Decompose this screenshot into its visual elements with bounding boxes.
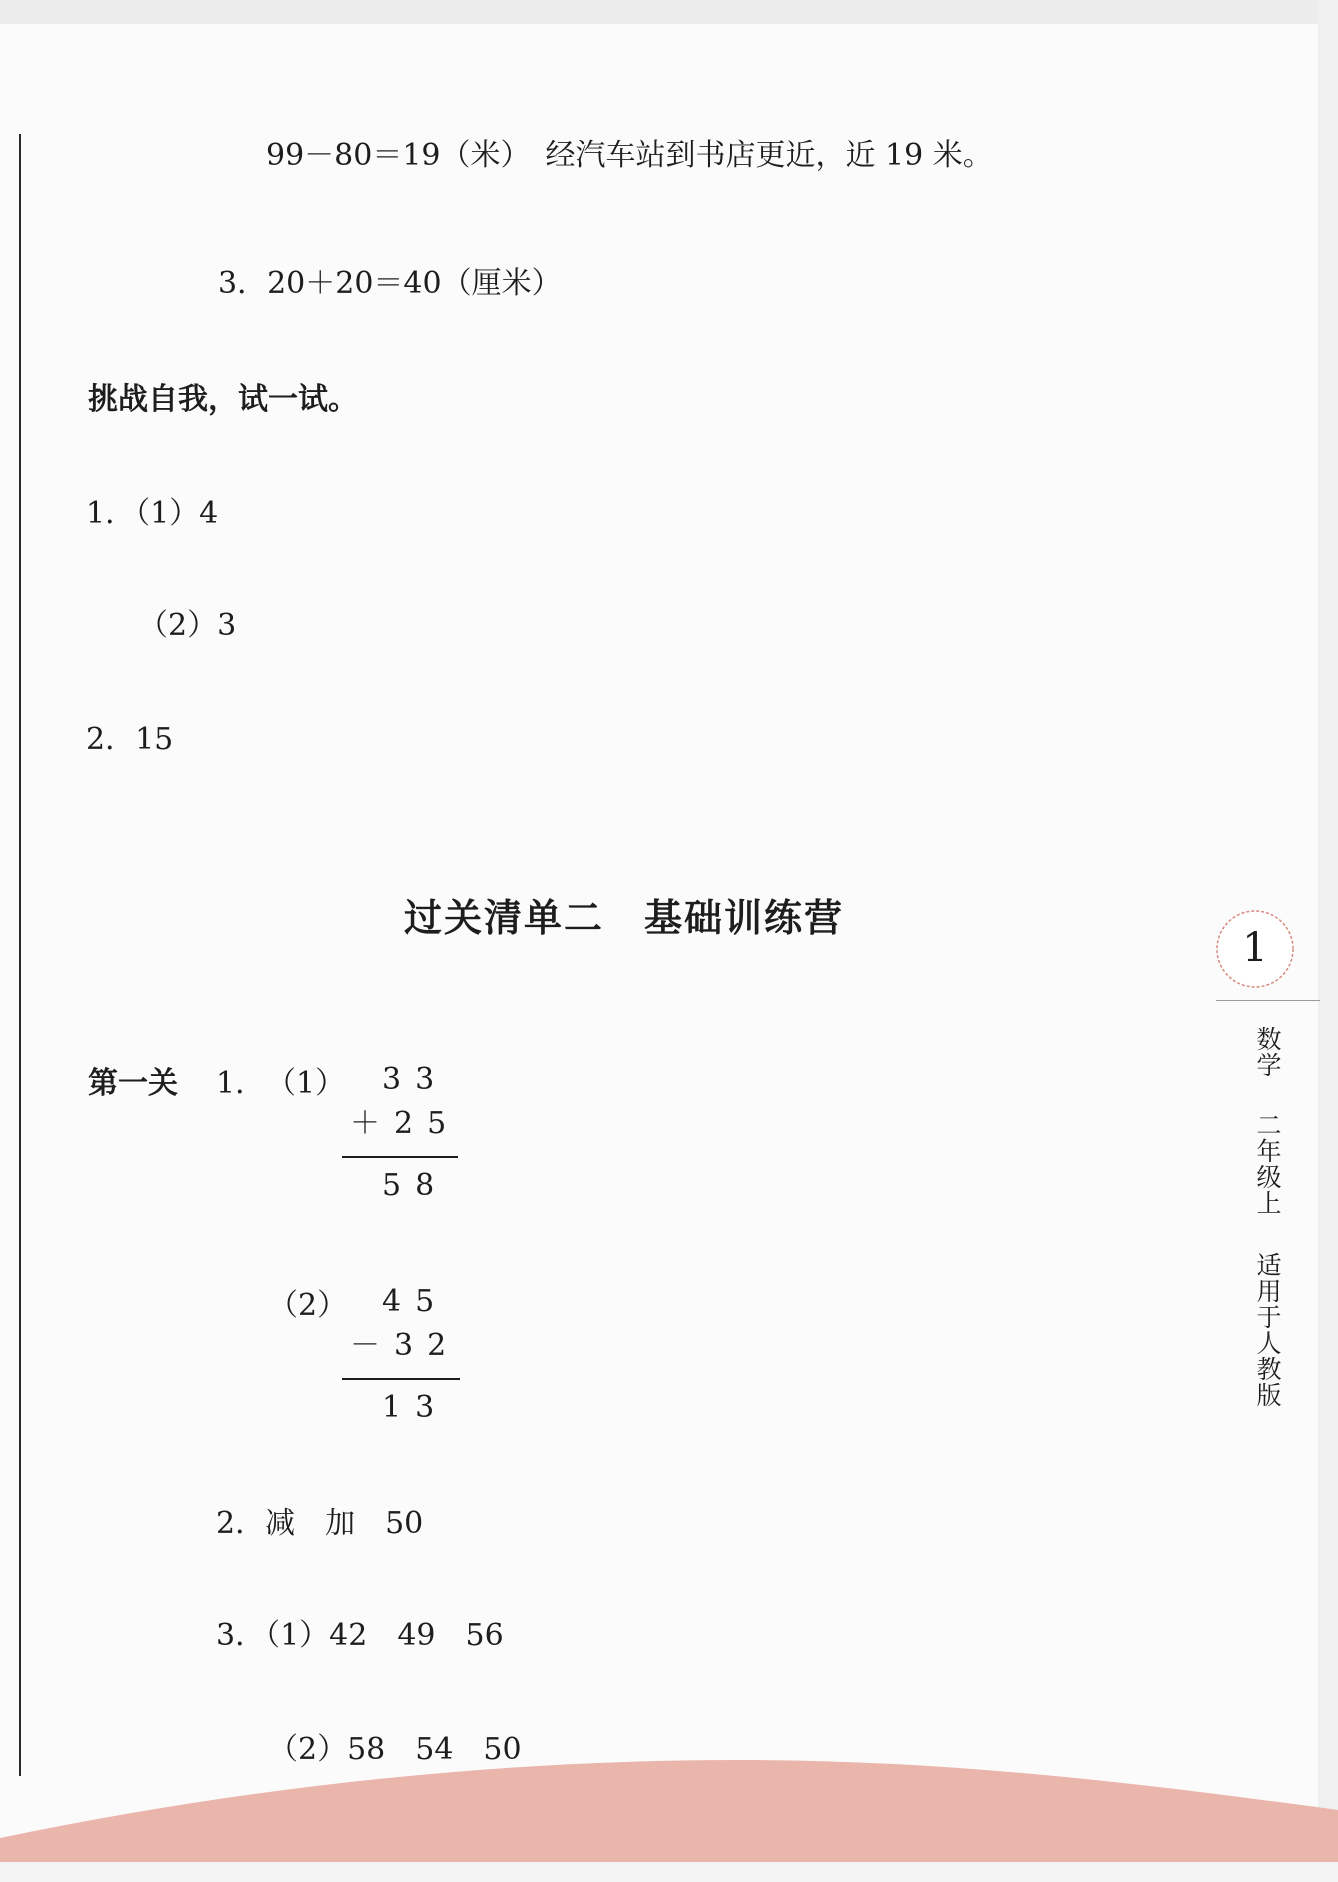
prev-answer-2-line: 99－80＝19（米） 经汽车站到书店更近，近 19 米。 (266, 138, 993, 173)
bottom-wave-decoration (0, 1750, 1338, 1882)
page-number: 1 (1242, 925, 1268, 971)
challenge-q1-2: （2）3 (138, 608, 237, 643)
book-subject: 数学 (1253, 1026, 1282, 1078)
vertical-add-rule (342, 1156, 458, 1158)
level1-q1-1-label: （1） (266, 1066, 346, 1101)
badge-divider (1216, 1000, 1320, 1001)
vertical-sub-top: 45 (382, 1284, 449, 1319)
level1-q1-2-label: （2） (268, 1288, 348, 1323)
level1-q1-number: 1． (216, 1066, 266, 1101)
vertical-add-operand: ＋25 (350, 1106, 461, 1141)
challenge-q1-1: 1．（1）4 (86, 496, 219, 531)
vertical-sub-result: 13 (382, 1390, 449, 1425)
level1-label: 第一关 (88, 1066, 178, 1101)
level1-q3-1: 3．（1）42 49 56 (216, 1618, 504, 1653)
vertical-add-result: 58 (382, 1168, 449, 1203)
challenge-heading: 挑战自我，试一试。 (88, 382, 358, 417)
vertical-sub-rule (342, 1378, 460, 1380)
scan-top-strip (0, 0, 1338, 24)
challenge-q2: 2．15 (86, 722, 174, 757)
scan-side-band (1318, 0, 1338, 1882)
level1-q3-2: （2）58 54 50 (268, 1732, 522, 1767)
level1-q2: 2．减 加 50 (216, 1506, 424, 1541)
book-edition: 适用于人教版 (1253, 1252, 1282, 1408)
vertical-sub-operand: －32 (350, 1328, 461, 1363)
book-grade: 二年级上 (1253, 1112, 1282, 1216)
prev-answer-3-line: 3．20＋20＝40（厘米） (218, 266, 562, 301)
section-title: 过关清单二 基础训练营 (404, 896, 845, 940)
left-margin-line (19, 134, 21, 1776)
vertical-add-top: 33 (382, 1062, 449, 1097)
